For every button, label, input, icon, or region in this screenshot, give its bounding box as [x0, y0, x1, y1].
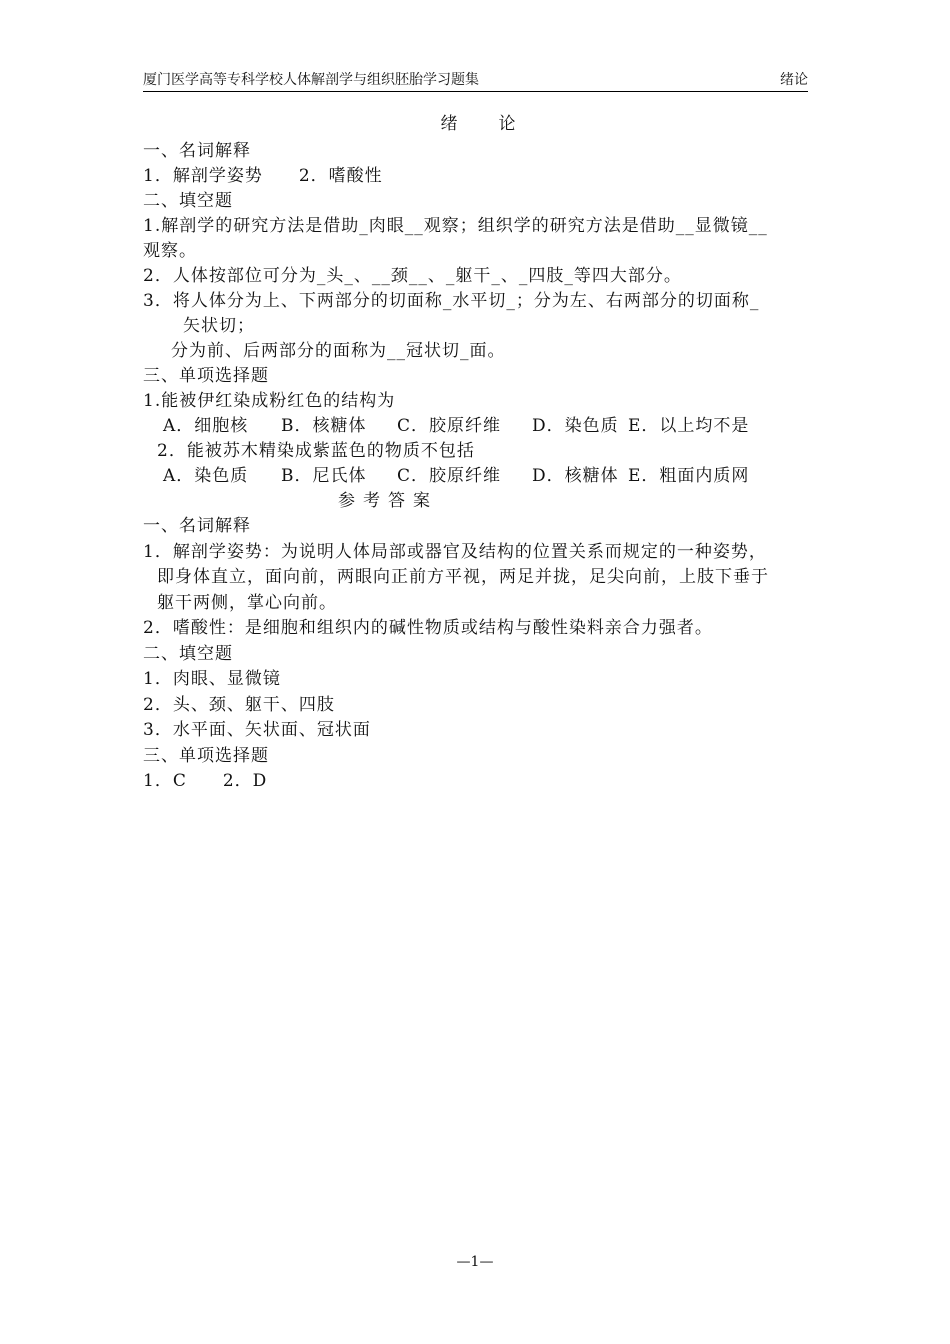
fill-blank-3c: 分为前、后两部分的面称为__冠状切_面。	[171, 341, 506, 361]
choice-options-1	[143, 414, 813, 439]
option: D．核糖体	[532, 466, 619, 486]
choice-options-2	[143, 464, 813, 489]
page-content	[143, 112, 813, 795]
term-list: 1．解剖学姿势 2．嗜酸性	[143, 166, 383, 186]
fill-blank-1b: 观察。	[143, 241, 197, 261]
fill-blank-3b: 矢状切；	[183, 316, 255, 336]
chapter-title: 绪 论	[440, 114, 528, 134]
fill-blank-3a: 3．将人体分为上、下两部分的切面称_水平切_；分为左、右两部分的切面称_	[143, 291, 760, 311]
choice-question-2: 2．能被苏木精染成紫蓝色的物质不包括	[157, 441, 475, 461]
option: B．尼氏体	[281, 466, 367, 486]
header-chapter: 绪论	[780, 72, 808, 88]
option: A．染色质	[163, 466, 249, 486]
choice-question-1: 1.能被伊红染成粉红色的结构为	[143, 391, 396, 411]
answer-fill-1: 1．肉眼、显微镜	[143, 669, 281, 689]
option: A．细胞核	[163, 416, 249, 436]
option: E．以上均不是	[628, 416, 750, 436]
answer-fill-3: 3．水平面、矢状面、冠状面	[143, 720, 371, 740]
section-heading: 一、名词解释	[143, 516, 251, 536]
option: C．胶原纤维	[397, 466, 502, 486]
answer-choices: 1．C 2．D	[143, 771, 268, 791]
section-heading: 三、单项选择题	[143, 745, 269, 766]
option: E．粗面内质网	[628, 466, 750, 486]
page-number: —1—	[456, 1254, 494, 1270]
header-book-title: 厦门医学高等专科学校人体解剖学与组织胚胎学习题集	[143, 72, 479, 88]
page-header	[143, 69, 808, 92]
answers-title: 参考答案	[338, 491, 438, 511]
answer-2: 2．嗜酸性：是细胞和组织内的碱性物质或结构与酸性染料亲合力强者。	[143, 618, 713, 638]
answer-1b: 即身体直立，面向前，两眼向正前方平视，两足并拢，足尖向前，上肢下垂于	[157, 567, 769, 587]
section-heading: 二、填空题	[143, 643, 233, 664]
fill-blank-2: 2．人体按部位可分为_头_、__颈__、_躯干_、_四肢_等四大部分。	[143, 266, 682, 286]
answer-1c: 躯干两侧，掌心向前。	[157, 592, 337, 613]
option: C．胶原纤维	[397, 416, 502, 436]
fill-blank-1a: 1.解剖学的研究方法是借助_肉眼__观察；组织学的研究方法是借助__显微镜__	[143, 216, 768, 236]
section-heading: 二、填空题	[143, 191, 233, 211]
answer-fill-2: 2．头、颈、躯干、四肢	[143, 694, 335, 715]
section-heading: 三、单项选择题	[143, 366, 269, 386]
option: D．染色质	[532, 416, 619, 436]
answer-1a: 1．解剖学姿势：为说明人体局部或器官及结构的位置关系而规定的一种姿势，	[143, 541, 767, 562]
option: B．核糖体	[281, 416, 367, 436]
section-heading: 一、名词解释	[143, 141, 251, 161]
